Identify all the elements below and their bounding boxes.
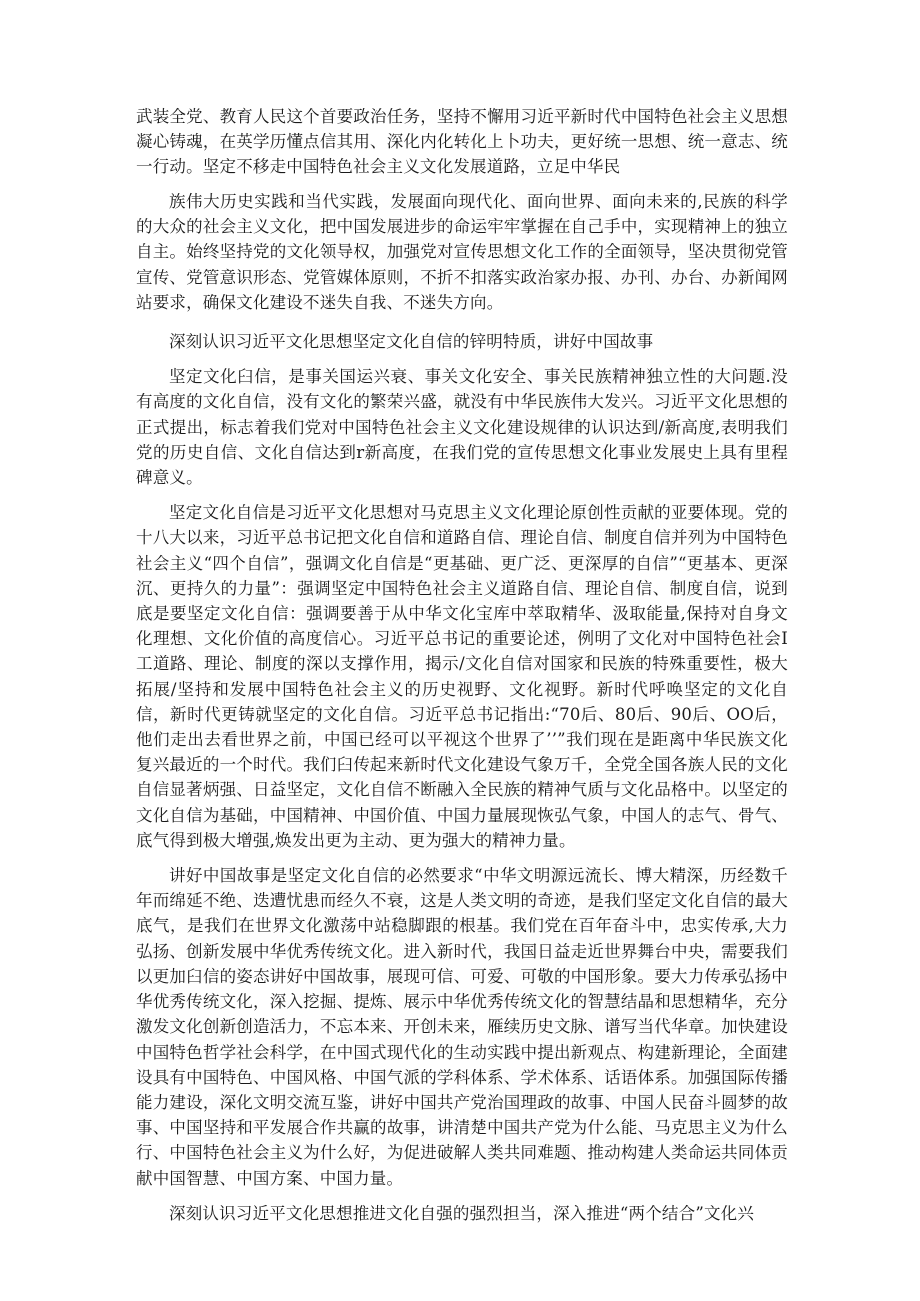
document-page <box>136 104 788 1226</box>
paragraph-body: 坚定文化臼信，是事关国运兴衰、事关文化安全、事关民族精神独立性的大问题.没有高度的文化自信，没有文化的繁荣兴盛，就没有中华民族伟大发兴。习近平文化思想的正式提出，标志着我们党对中国特色社会主义文化建设规律的认识达到/新高度,表明我们党的历史自信、文化自信达到r新高度，在我们党的宣传思想文化事业发展史上具有里程碑意义。 <box>136 367 788 488</box>
paragraph-continuation: 武装全党、教育人民这个首要政治任务，坚持不懈用习近平新时代中国特色社会主义思想凝心铸魂，在英学历懂点信其用、深化内化转化上卜功夫，更好统一思想、统一意志、统一行动。坚定不移走中国特色社会主义文化发展道路，立足中华民 <box>136 107 788 177</box>
section-heading: 深刻认识习近平文化思想坚定文化自信的锌明特质，讲好中国故事 <box>169 332 654 352</box>
section-heading: 深刻认识习近平文化思想推进文化自强的强烈担当，深入推进“两个结合”文化兴 <box>169 1203 755 1223</box>
paragraph-body: 族伟大历史实践和当代实践，发展面向现代化、面向世界、面向未来的,民族的科学的大众的社会主义文化，把中国发展进步的命运牢牢掌握在自己手中，实现精神上的独立自主。始终坚持党的文化领导权，加强党对宣传思想文化工作的全面领导，坚决贯彻党管宣传、党管意识形态、党管媒体原则，不折不扣落实政治家办报、办刊、办台、办新闻网站要求，确保文化建设不迷失自我、不迷失方向。 <box>136 192 788 312</box>
paragraph-body: 讲好中国故事是坚定文化自信的必然要求“中华文明源远流长、博大精深，历经数千年而绵延不绝、迭遭忧患而经久不衰，这是人类文明的奇迹，是我们坚定文化自信的最大底气，是我们在世界文化激荡中站稳脚跟的根基。我们党在百年奋斗中，忠实传承,大力弘扬、创新发展中华优秀传统文化。进入新时代，我国日益走近世界舞台中央，需要我们以更加臼信的姿态讲好中国故事，展现可信、可爱、可敬的中国形象。要大力传承弘扬中华优秀传统文化，深入挖掘、提炼、展示中华优秀传统文化的智慧结晶和思想精华，充分激发文化创新创造活力，不忘本来、开创未来，雁续历史文脉、谱写当代华章。加快建设中国特色哲学社会科学，在中国式现代化的生动实践中提出新观点、构建新理论，全面建设具有中国特色、中国风格、中国气派的学科体系、学术体系、话语体系。加强国际传播能力建设，深化文明交流互鉴，讲好中国共产党治国理政的故事、中国人民奋斗圆梦的故事、中国坚持和平发展合作共赢的故事，讲清楚中国共产党为什么能、马克思主义为什么行、中国特色社会主义为什么好，为促进破解人类共同难题、推动构建人类命运共同体贡献中国智慧、中国方案、中国力量。 <box>136 866 788 1188</box>
paragraph-body: 坚定文化自信是习近平文化思想对马克思主义文化理论原创性贡献的亚要体现。党的十八大以来，习近平总书记把文化自信和道路自信、理论自信、制度自信并列为中国特色社会主义“四个自信”，强调文化自信是“更基础、更广泛、更深厚的自信”“更基本、更深沉、更持久的力量”：强调坚定中国特色社会主义道路自信、理论自信、制度自信，说到底是要坚定文化自信：强调要善于从中华文化宝库中萃取精华、汲取能量,保持对自身文化理想、文化价值的高度信心。习近平总书记的重要论述，例明了文化对中国特色社会I工道路、理论、制度的深以支撑作用，揭示/文化自信对国家和民族的特殊重要性，极大拓展/坚持和发展中国特色社会主义的历史视野、文化视野。新时代呼唤坚定的文化自信，新时代更铸就坚定的文化自信。习近平总书记指出:“70后、80后、90后、OO后，他们走出去看世界之前，中国已经可以平视这个世界了’’”我们现在是距离中华民族文化复兴最近的一个时代。我们臼传起来新时代文化建设气象万千，全党全国各族人民的文化自信显著炳强、日益坚定，文化自信不断融入全民族的精神气质与文化品格中。以坚定的文化自信为基础，中国精神、中国价值、中国力量展现恢弘气象，中国人的志气、骨气、底气得到极大增强,焕发出更为主动、更为强大的精神力量。 <box>136 503 788 850</box>
